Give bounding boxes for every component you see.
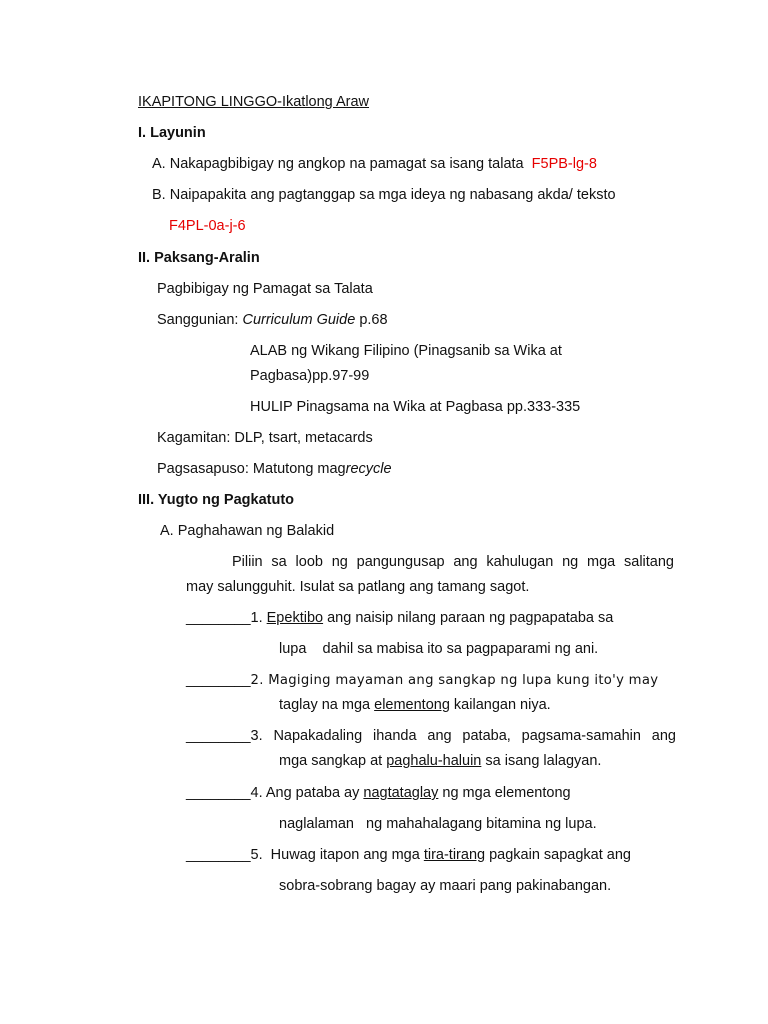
- objective-a-code: F5PB-lg-8: [531, 156, 597, 172]
- sanggunian-label: Sanggunian:: [157, 312, 243, 328]
- exercise-item-2: [186, 671, 676, 690]
- reference-alab-line2: Pagbasa)pp.97-99: [250, 368, 370, 384]
- instruction-line2: may salungguhit. Isulat sa patlang ang tamang sagot.: [186, 579, 530, 595]
- objective-b-text: B. Naipapakita ang pagtanggap sa mga ideya ng nabasang akda/ teksto: [152, 187, 616, 203]
- reference-alab-line1: ALAB ng Wikang Filipino (Pinagsanib sa Wika at: [250, 343, 562, 359]
- exercise-item-5: [186, 846, 631, 864]
- item-3-text: 3. Napakadaling ihanda ang pataba, pagsama-samahin ang: [250, 728, 676, 744]
- answer-blank-5: ________: [186, 847, 251, 863]
- underlined-word-4: nagtataglay: [363, 785, 439, 801]
- item-5-pre: 5. Huwag itapon ang mga: [250, 847, 424, 863]
- objective-a-text: A. Nakapagbibigay ng angkop na pamagat sa isang talata: [152, 156, 524, 172]
- section-heading-layunin: I. Layunin: [138, 125, 206, 141]
- item-4-pre: 4. Ang pataba ay: [250, 785, 364, 801]
- exercise-item-1: [186, 609, 613, 627]
- underlined-word-2: elementong: [374, 697, 450, 713]
- subheading-paghahawan: A. Paghahawan ng Balakid: [160, 523, 335, 539]
- pagsasapuso-label: Pagsasapuso: Matutong mag: [157, 461, 346, 477]
- answer-blank-3: ________: [186, 728, 251, 744]
- objective-a: [152, 155, 597, 173]
- instruction-line1: Piliin sa loob ng pangungusap ang kahulugan ng mga salitang: [232, 554, 674, 570]
- item-2-line2-pre: taglay na mga: [279, 697, 375, 713]
- kagamitan-line: Kagamitan: DLP, tsart, metacards: [157, 430, 373, 446]
- exercise-item-3: [186, 727, 676, 745]
- exercise-item-2-line2: [279, 696, 551, 714]
- section-heading-paksang-aralin: II. Paksang-Aralin: [138, 250, 260, 266]
- exercise-item-3-line2: [279, 752, 601, 770]
- sanggunian-line: [157, 311, 388, 329]
- pagsasapuso-recycle: recycle: [345, 461, 392, 477]
- item-2-line2-post: kailangan niya.: [449, 697, 551, 713]
- item-3-line2-post: sa isang lalagyan.: [481, 753, 602, 769]
- reference-hulip: HULIP Pinagsama na Wika at Pagbasa pp.333-335: [250, 399, 581, 415]
- section-heading-yugto: III. Yugto ng Pagkatuto: [138, 492, 295, 508]
- page-title: IKAPITONG LINGGO-Ikatlong Araw: [138, 94, 370, 110]
- topic-text: Pagbibigay ng Pamagat sa Talata: [157, 281, 373, 297]
- underlined-word-5: tira-tirang: [423, 847, 486, 863]
- underlined-word-1: Epektibo: [266, 610, 324, 626]
- sanggunian-curriculum-guide: Curriculum Guide: [242, 312, 356, 328]
- item-1-rest: ang naisip nilang paraan ng pagpapataba sa: [323, 610, 614, 626]
- answer-blank-4: ________: [186, 785, 251, 801]
- exercise-item-1-line2: lupa dahil sa mabisa ito sa pagpaparami ng ani.: [279, 641, 599, 657]
- exercise-item-4-line2: naglalaman ng mahahalagang bitamina ng lupa.: [279, 816, 597, 832]
- item-2-text: 2. Magiging mayaman ang sangkap ng lupa kung ito'y may: [250, 673, 659, 688]
- exercise-item-5-line2: sobra-sobrang bagay ay maari pang pakinabangan.: [279, 878, 612, 894]
- pagsasapuso-line: [157, 460, 392, 478]
- sanggunian-page: p.68: [355, 312, 388, 328]
- item-3-line2-pre: mga sangkap at: [279, 753, 387, 769]
- item-4-rest: ng mga elementong: [438, 785, 571, 801]
- exercise-item-4: [186, 784, 571, 802]
- underlined-word-3: paghalu-haluin: [386, 753, 482, 769]
- answer-blank-1: ________1.: [186, 610, 267, 626]
- item-5-rest: pagkain sapagkat ang: [485, 847, 631, 863]
- objective-b-code: F4PL-0a-j-6: [169, 218, 246, 234]
- answer-blank-2: ________: [186, 672, 251, 688]
